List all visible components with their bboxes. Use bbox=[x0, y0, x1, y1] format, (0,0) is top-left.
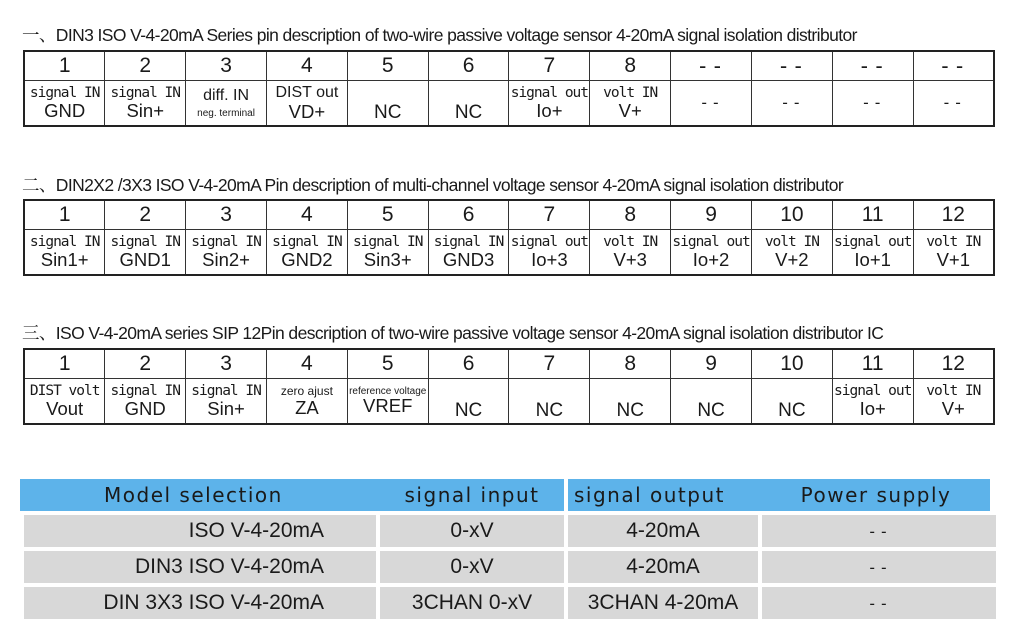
pin-description bbox=[186, 230, 267, 276]
pin-description bbox=[347, 379, 428, 425]
pin-description bbox=[428, 230, 509, 276]
pin-number: -- bbox=[751, 51, 832, 81]
pin-number: 12 bbox=[913, 200, 994, 230]
pin-description bbox=[913, 81, 994, 127]
pin-signal-label: V+ bbox=[941, 398, 965, 419]
section-1-title: 一、DIN3 ISO V-4-20mA Series pin description of two-wire passive voltage sensor 4-20mA signal isolation distributor bbox=[22, 25, 857, 45]
pin-number: 1 bbox=[24, 349, 105, 379]
power-supply-value: -- bbox=[762, 515, 996, 547]
model-row bbox=[20, 515, 996, 547]
pin-signal-label: V+2 bbox=[775, 249, 809, 270]
pin-number: 1 bbox=[24, 200, 105, 230]
pin-function-label: volt IN bbox=[603, 233, 658, 250]
pin-table-3 bbox=[23, 348, 995, 425]
pin-function-label: signal IN bbox=[191, 382, 261, 399]
pin-function-label: signal IN bbox=[191, 233, 261, 250]
pin-signal-label: VD+ bbox=[288, 100, 326, 122]
pin-number: 5 bbox=[347, 51, 428, 81]
pin-signal-label: Sin+ bbox=[126, 100, 165, 121]
pin-number: -- bbox=[671, 51, 752, 81]
pin-function-label: volt IN bbox=[926, 233, 981, 250]
pin-function-label: volt IN bbox=[926, 382, 981, 399]
pin-description bbox=[832, 379, 913, 425]
header-power-supply: Power supply bbox=[762, 479, 990, 511]
pin-function-label: signal IN bbox=[272, 233, 342, 250]
pin-nc-label: NC bbox=[778, 399, 806, 421]
pin-description bbox=[24, 379, 105, 425]
pin-number: 5 bbox=[347, 200, 428, 230]
pin-signal-label: ZA bbox=[295, 396, 319, 418]
pin-description bbox=[105, 230, 186, 276]
pin-table-2 bbox=[23, 199, 995, 276]
pin-number: 11 bbox=[832, 200, 913, 230]
pin-function-label: signal IN bbox=[433, 233, 504, 250]
pin-function-label: diff. IN bbox=[203, 86, 250, 104]
pin-empty-label: -- bbox=[780, 92, 804, 112]
pin-number: 3 bbox=[186, 51, 267, 81]
pin-number: -- bbox=[832, 51, 913, 81]
pin-number: 6 bbox=[428, 349, 509, 379]
pin-description bbox=[347, 230, 428, 276]
pin-description bbox=[186, 81, 267, 127]
pin-signal-label: Sin1+ bbox=[40, 249, 89, 270]
pin-number: 7 bbox=[509, 200, 590, 230]
pin-nc-label: NC bbox=[697, 399, 725, 421]
pin-function-label: signal IN bbox=[29, 84, 100, 101]
pin-function-label: signal IN bbox=[110, 233, 181, 250]
pin-signal-label: Sin3+ bbox=[363, 249, 412, 270]
pin-signal-label: neg. terminal bbox=[197, 107, 255, 119]
pin-function-label: signal out bbox=[510, 233, 589, 250]
pin-description bbox=[751, 230, 832, 276]
pin-function-label: volt IN bbox=[764, 233, 819, 250]
pin-table-1 bbox=[23, 50, 995, 127]
pin-function-label: signal out bbox=[510, 84, 589, 101]
pin-signal-label: Io+1 bbox=[854, 249, 891, 270]
model-selection-table bbox=[20, 479, 996, 619]
pin-number: 2 bbox=[105, 200, 186, 230]
pin-number: -- bbox=[913, 51, 994, 81]
pin-function-label: DIST volt bbox=[29, 382, 100, 399]
pin-signal-label: V+ bbox=[618, 100, 642, 121]
model-header-row bbox=[20, 479, 996, 511]
pin-signal-label: Io+3 bbox=[531, 249, 568, 270]
pin-function-label: zero ajust bbox=[280, 383, 333, 398]
pin-description bbox=[671, 379, 752, 425]
pin-number-row bbox=[24, 51, 994, 81]
signal-input-value: 0-xV bbox=[380, 515, 564, 547]
pin-signal-label: GND2 bbox=[281, 249, 333, 270]
pin-description bbox=[428, 379, 509, 425]
power-supply-value: -- bbox=[762, 551, 996, 583]
pin-function-label: signal IN bbox=[110, 382, 181, 399]
pin-number: 1 bbox=[24, 51, 105, 81]
model-row bbox=[20, 551, 996, 583]
pin-number: 7 bbox=[509, 51, 590, 81]
pin-signal-label: VREF bbox=[363, 395, 413, 417]
signal-input-value: 0-xV bbox=[380, 551, 564, 583]
pin-description bbox=[347, 81, 428, 127]
pin-number: 12 bbox=[913, 349, 994, 379]
pin-signal-label: GND bbox=[44, 100, 86, 121]
pin-nc-label: NC bbox=[454, 101, 483, 123]
pin-signal-label: V+3 bbox=[613, 249, 647, 270]
pin-number: 4 bbox=[266, 349, 347, 379]
pin-signal-label: Io+2 bbox=[692, 249, 730, 270]
pin-nc-label: NC bbox=[616, 399, 644, 421]
pin-description bbox=[266, 230, 347, 276]
pin-empty-label: -- bbox=[861, 92, 885, 112]
pin-number: 8 bbox=[590, 349, 671, 379]
pin-description bbox=[913, 379, 994, 425]
pin-nc-label: NC bbox=[454, 399, 483, 421]
pin-signal-label: V+1 bbox=[936, 249, 971, 270]
pin-description bbox=[105, 81, 186, 127]
header-signal-output: signal output bbox=[568, 479, 764, 511]
signal-output-value: 4-20mA bbox=[568, 515, 758, 547]
pin-function-label: signal IN bbox=[110, 84, 181, 101]
pin-description bbox=[913, 230, 994, 276]
pin-description bbox=[266, 379, 347, 425]
pin-function-label: volt IN bbox=[603, 84, 658, 101]
pin-nc-label: NC bbox=[374, 101, 402, 123]
pin-empty-label: -- bbox=[699, 92, 723, 112]
pin-number: 10 bbox=[751, 349, 832, 379]
pin-description bbox=[590, 379, 671, 425]
pin-signal-label: Io+ bbox=[536, 100, 563, 121]
pin-number: 8 bbox=[590, 51, 671, 81]
pin-description bbox=[509, 230, 590, 276]
pin-number-row bbox=[24, 200, 994, 230]
pin-function-label: signal out bbox=[834, 233, 912, 250]
pin-description bbox=[590, 230, 671, 276]
pin-function-label: reference voltage bbox=[349, 386, 427, 398]
pin-nc-label: NC bbox=[535, 399, 564, 421]
pin-description bbox=[671, 81, 752, 127]
pin-description bbox=[509, 379, 590, 425]
pin-description bbox=[751, 81, 832, 127]
pin-description bbox=[24, 81, 105, 127]
pin-signal-label: Io+ bbox=[859, 398, 886, 419]
pin-number: 7 bbox=[509, 349, 590, 379]
pin-number: 3 bbox=[186, 200, 267, 230]
pin-description bbox=[832, 81, 913, 127]
pin-signal-label: Sin+ bbox=[207, 398, 245, 419]
pin-number: 5 bbox=[347, 349, 428, 379]
header-model-selection: Model selection bbox=[20, 479, 460, 511]
pin-description bbox=[186, 379, 267, 425]
pin-description-row bbox=[24, 230, 994, 276]
pin-signal-label: Sin2+ bbox=[202, 249, 250, 270]
pin-description bbox=[671, 230, 752, 276]
pin-number: 11 bbox=[832, 349, 913, 379]
pin-number: 2 bbox=[105, 51, 186, 81]
signal-output-value: 3CHAN 4-20mA bbox=[568, 587, 758, 619]
pin-description bbox=[24, 230, 105, 276]
header-signal-input: signal input bbox=[380, 479, 564, 511]
pin-description bbox=[266, 81, 347, 127]
pin-function-label: signal out bbox=[834, 382, 912, 399]
pin-description-row bbox=[24, 379, 994, 425]
model-name: DIN 3X3 ISO V-4-20mA bbox=[24, 587, 376, 619]
pin-function-label: DIST out bbox=[275, 83, 339, 101]
model-name: DIN3 ISO V-4-20mA bbox=[24, 551, 376, 583]
section-2-title: 二、DIN2X2 /3X3 ISO V-4-20mA Pin description of multi-channel voltage sensor 4-20mA signal isolation distributor bbox=[22, 175, 844, 195]
pin-description bbox=[751, 379, 832, 425]
model-row bbox=[20, 587, 996, 619]
pin-description bbox=[428, 81, 509, 127]
pin-signal-label: GND3 bbox=[442, 249, 495, 270]
pin-signal-label: Vout bbox=[46, 398, 84, 419]
pin-empty-label: -- bbox=[941, 92, 965, 112]
signal-output-value: 4-20mA bbox=[568, 551, 758, 583]
pin-function-label: signal out bbox=[672, 233, 750, 250]
pin-number: 10 bbox=[751, 200, 832, 230]
pin-description bbox=[832, 230, 913, 276]
pin-description bbox=[509, 81, 590, 127]
section-3-title: 三、ISO V-4-20mA series SIP 12Pin description of two-wire passive voltage sensor 4-20mA signal isolation distributor IC bbox=[22, 323, 884, 343]
pin-function-label: signal IN bbox=[352, 233, 423, 250]
model-name: ISO V-4-20mA bbox=[24, 515, 376, 547]
pin-number: 8 bbox=[590, 200, 671, 230]
pin-number: 6 bbox=[428, 51, 509, 81]
pin-description bbox=[105, 379, 186, 425]
pin-number: 6 bbox=[428, 200, 509, 230]
pin-number: 9 bbox=[671, 349, 752, 379]
pin-number-row bbox=[24, 349, 994, 379]
power-supply-value: -- bbox=[762, 587, 996, 619]
pin-function-label: signal IN bbox=[29, 233, 100, 250]
pin-description-row bbox=[24, 81, 994, 127]
pin-description bbox=[590, 81, 671, 127]
pin-number: 3 bbox=[186, 349, 267, 379]
pin-signal-label: GND bbox=[124, 398, 166, 419]
pin-number: 9 bbox=[671, 200, 752, 230]
signal-input-value: 3CHAN 0-xV bbox=[380, 587, 564, 619]
pin-signal-label: GND1 bbox=[119, 249, 171, 270]
pin-number: 4 bbox=[266, 51, 347, 81]
pin-number: 2 bbox=[105, 349, 186, 379]
pin-number: 4 bbox=[266, 200, 347, 230]
